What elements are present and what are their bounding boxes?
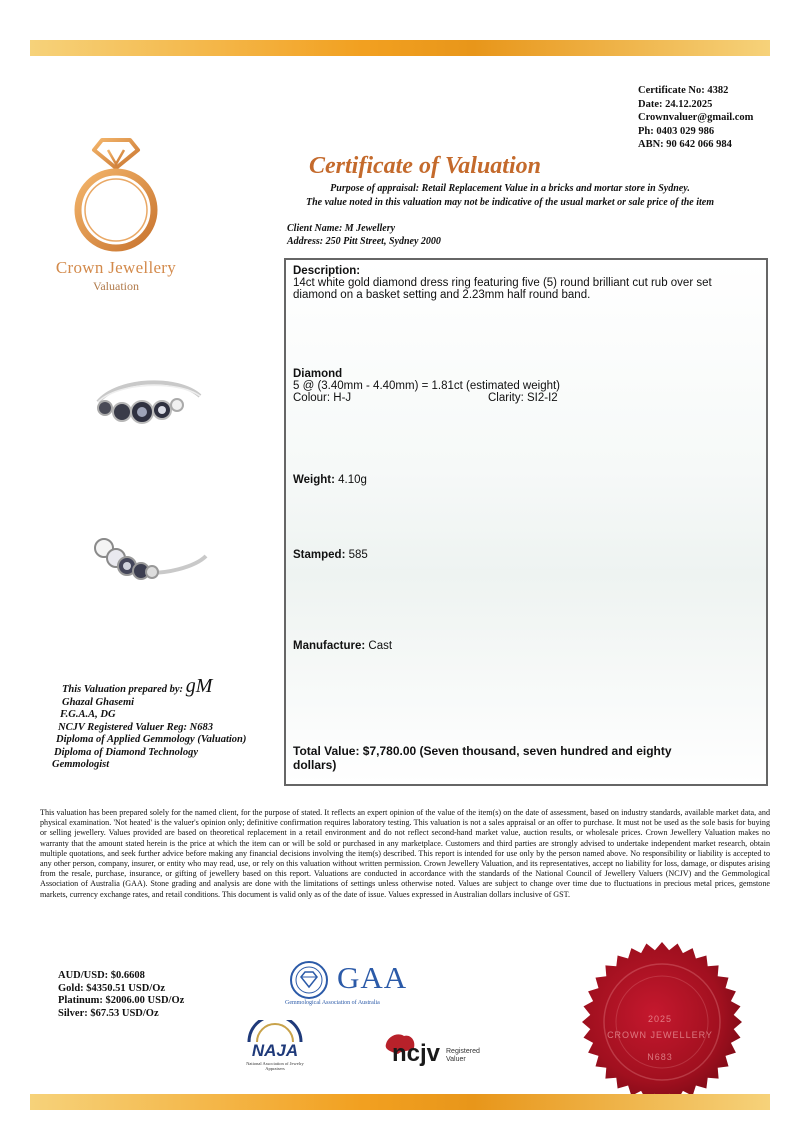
valuer-diploma-2: Diploma of Diamond Technology [54,746,198,758]
diamond-details: 5 @ (3.40mm - 4.40mm) = 1.81ct (estimated weight) [293,380,561,392]
stamped-value: 585 [348,549,368,561]
purpose-line-2: The value noted in this valuation may not be indicative of the usual market or sale price of the item [305,197,715,208]
rate-aud-usd: AUD/USD: $0.6608 [58,970,145,981]
stamped-label: Stamped: [293,549,346,561]
naja-wordmark: NAJA [251,1041,299,1060]
valuer-block [52,675,247,772]
valuer-name: Ghazal Ghasemi [62,696,135,708]
diamond-clarity: Clarity: SI2-I2 [488,392,558,404]
purpose-of-appraisal [240,182,780,210]
ring-logo-icon [66,132,166,254]
diamond-label: Diamond [293,368,343,380]
weight-label: Weight: [293,474,335,486]
seal-registration: N683 [647,1052,673,1062]
prepared-by-label: This Valuation prepared by: [62,684,184,695]
weight-value: 4.10g [338,474,367,486]
ncjv-registered: Registered [446,1048,480,1055]
purpose-line-1: Purpose of appraisal: Retail Replacement Value in a bricks and mortar store in Sydney. [330,183,690,194]
prepared-by-row [52,675,246,697]
valuer-signature: gM [185,675,213,697]
contact-email: Crownvaluer@gmail.com [638,112,754,123]
valuer-credentials: F.G.A.A, DG [60,709,116,720]
page-title: Certificate of Valuation [308,153,541,179]
manufacture-value: Cast [368,640,393,652]
valuer-registration: NCJV Registered Valuer Reg: N683 [58,721,213,733]
naja-arc-icon [245,1020,305,1042]
description-text: 14ct white gold diamond dress ring featuring five (5) round brilliant cut rub over set diamond on a basket setting and 2.23mm half round band. [293,277,712,301]
seal-name: CROWN JEWELLERY [607,1030,713,1040]
disclaimer-text: This valuation has been prepared solely for the named client, for the purpose of stated. It reflects an expert opinion of the value of the item(s) on the date of assessment, based on industry standards, available market data, and physical examination. 'Not heated' is the valuer's opinion only; definitive confirmation requires laboratory testing. This valuation is not a sales appraisal or an offer to purchase. It must not be used as the sole basis for buying or selling jewellery. Values provided are based on theoretical replacement in a retail environment and do not reflect second-hand market value, auction results, or wholesale prices. Crown Jewellery Valuation makes no warranty that the amount stated herein is the price at which the item can or will be sold or purchased in any marketplace. Customers and third parties are strongly advised to undertake independent market research, obtain multiple quotations, and seek further advice before making any financial decisions involving the item(s) described. This report is intended for use only by the person named above. No responsibility or liability is accepted to any other person, company, insurer, or entity who may read, use, or rely on this valuation without written permission. Crown Jewellery Valuation, and its representatives, accept no liability for loss, damage, or disputes arising from the resale, purchase, insurance, or gifting of jewellery based on this report. Valuations are conducted in accordance with the standards of the National Council of Jewellery Valuers (NCJV) and the Gemmological Association of Australia (GAA). Stone grading and analysis are done with the limitations of settings unless otherwise noted. Values are subject to change over time due to fluctuations in precious metal prices, gemstone markets, currency exchange rates, and retail conditions. This document is valid only as of the date of issue. Values expressed in Australian dollars inclusive of GST. [40,808,770,899]
weight-row [293,474,758,486]
manufacture-row [293,640,758,652]
valuer-title: Gemmologist [52,759,110,770]
certificate-info [638,84,753,152]
description-label: Description: [293,265,361,277]
top-gold-bar [30,40,770,56]
ring-front-photo [88,372,208,434]
contact-phone: Ph: 0403 029 986 [638,125,715,137]
brand-name: Crown Jewellery [55,258,177,277]
naja-subtitle: National Association of Jewelry Appraisers [246,1061,304,1071]
metal-rates [58,970,184,1020]
diamond-colour: Colour: H-J [293,392,352,404]
ncjv-wordmark: ncjv [392,1040,441,1067]
ring-side-photo [86,526,210,588]
total-value [293,744,758,772]
description-section [293,265,758,301]
certificate-date: Date: 24.12.2025 [638,98,713,110]
abn-number: ABN: 90 642 066 984 [638,139,732,150]
valuer-diploma-1: Diploma of Applied Gemmology (Valuation) [56,734,247,745]
certificate-number: Certificate No: 4382 [638,85,729,96]
brand-subtitle: Valuation [93,279,139,293]
client-details [287,222,441,248]
client-address: Address: 250 Pitt Street, Sydney 2000 [287,236,441,247]
seal-year: 2025 [647,1014,673,1024]
gaa-wordmark: GAA [337,960,408,995]
client-name: Client Name: M Jewellery [287,223,396,234]
ncjv-valuer: Valuer [446,1056,466,1063]
stamped-row [293,549,758,561]
manufacture-label: Manufacture: [293,640,366,652]
rate-gold: Gold: $4350.51 USD/Oz [58,982,166,994]
item-details-box [284,258,768,786]
colour-clarity-row [293,392,758,404]
total-value-line-2: dollars) [293,758,337,772]
total-value-line-1: Total Value: $7,780.00 (Seven thousand, seven hundred and eighty [293,744,672,758]
rate-platinum: Platinum: $2006.00 USD/Oz [58,995,185,1006]
gaa-emblem-icon [289,960,333,1000]
gaa-subtitle: Gemmological Association of Australia [285,1000,380,1006]
ncjv-subtitle [446,1048,480,1064]
naja-logo [242,1020,308,1071]
bottom-gold-bar [30,1094,770,1110]
diamond-section [293,368,758,404]
rate-silver: Silver: $67.53 USD/Oz [58,1007,159,1019]
